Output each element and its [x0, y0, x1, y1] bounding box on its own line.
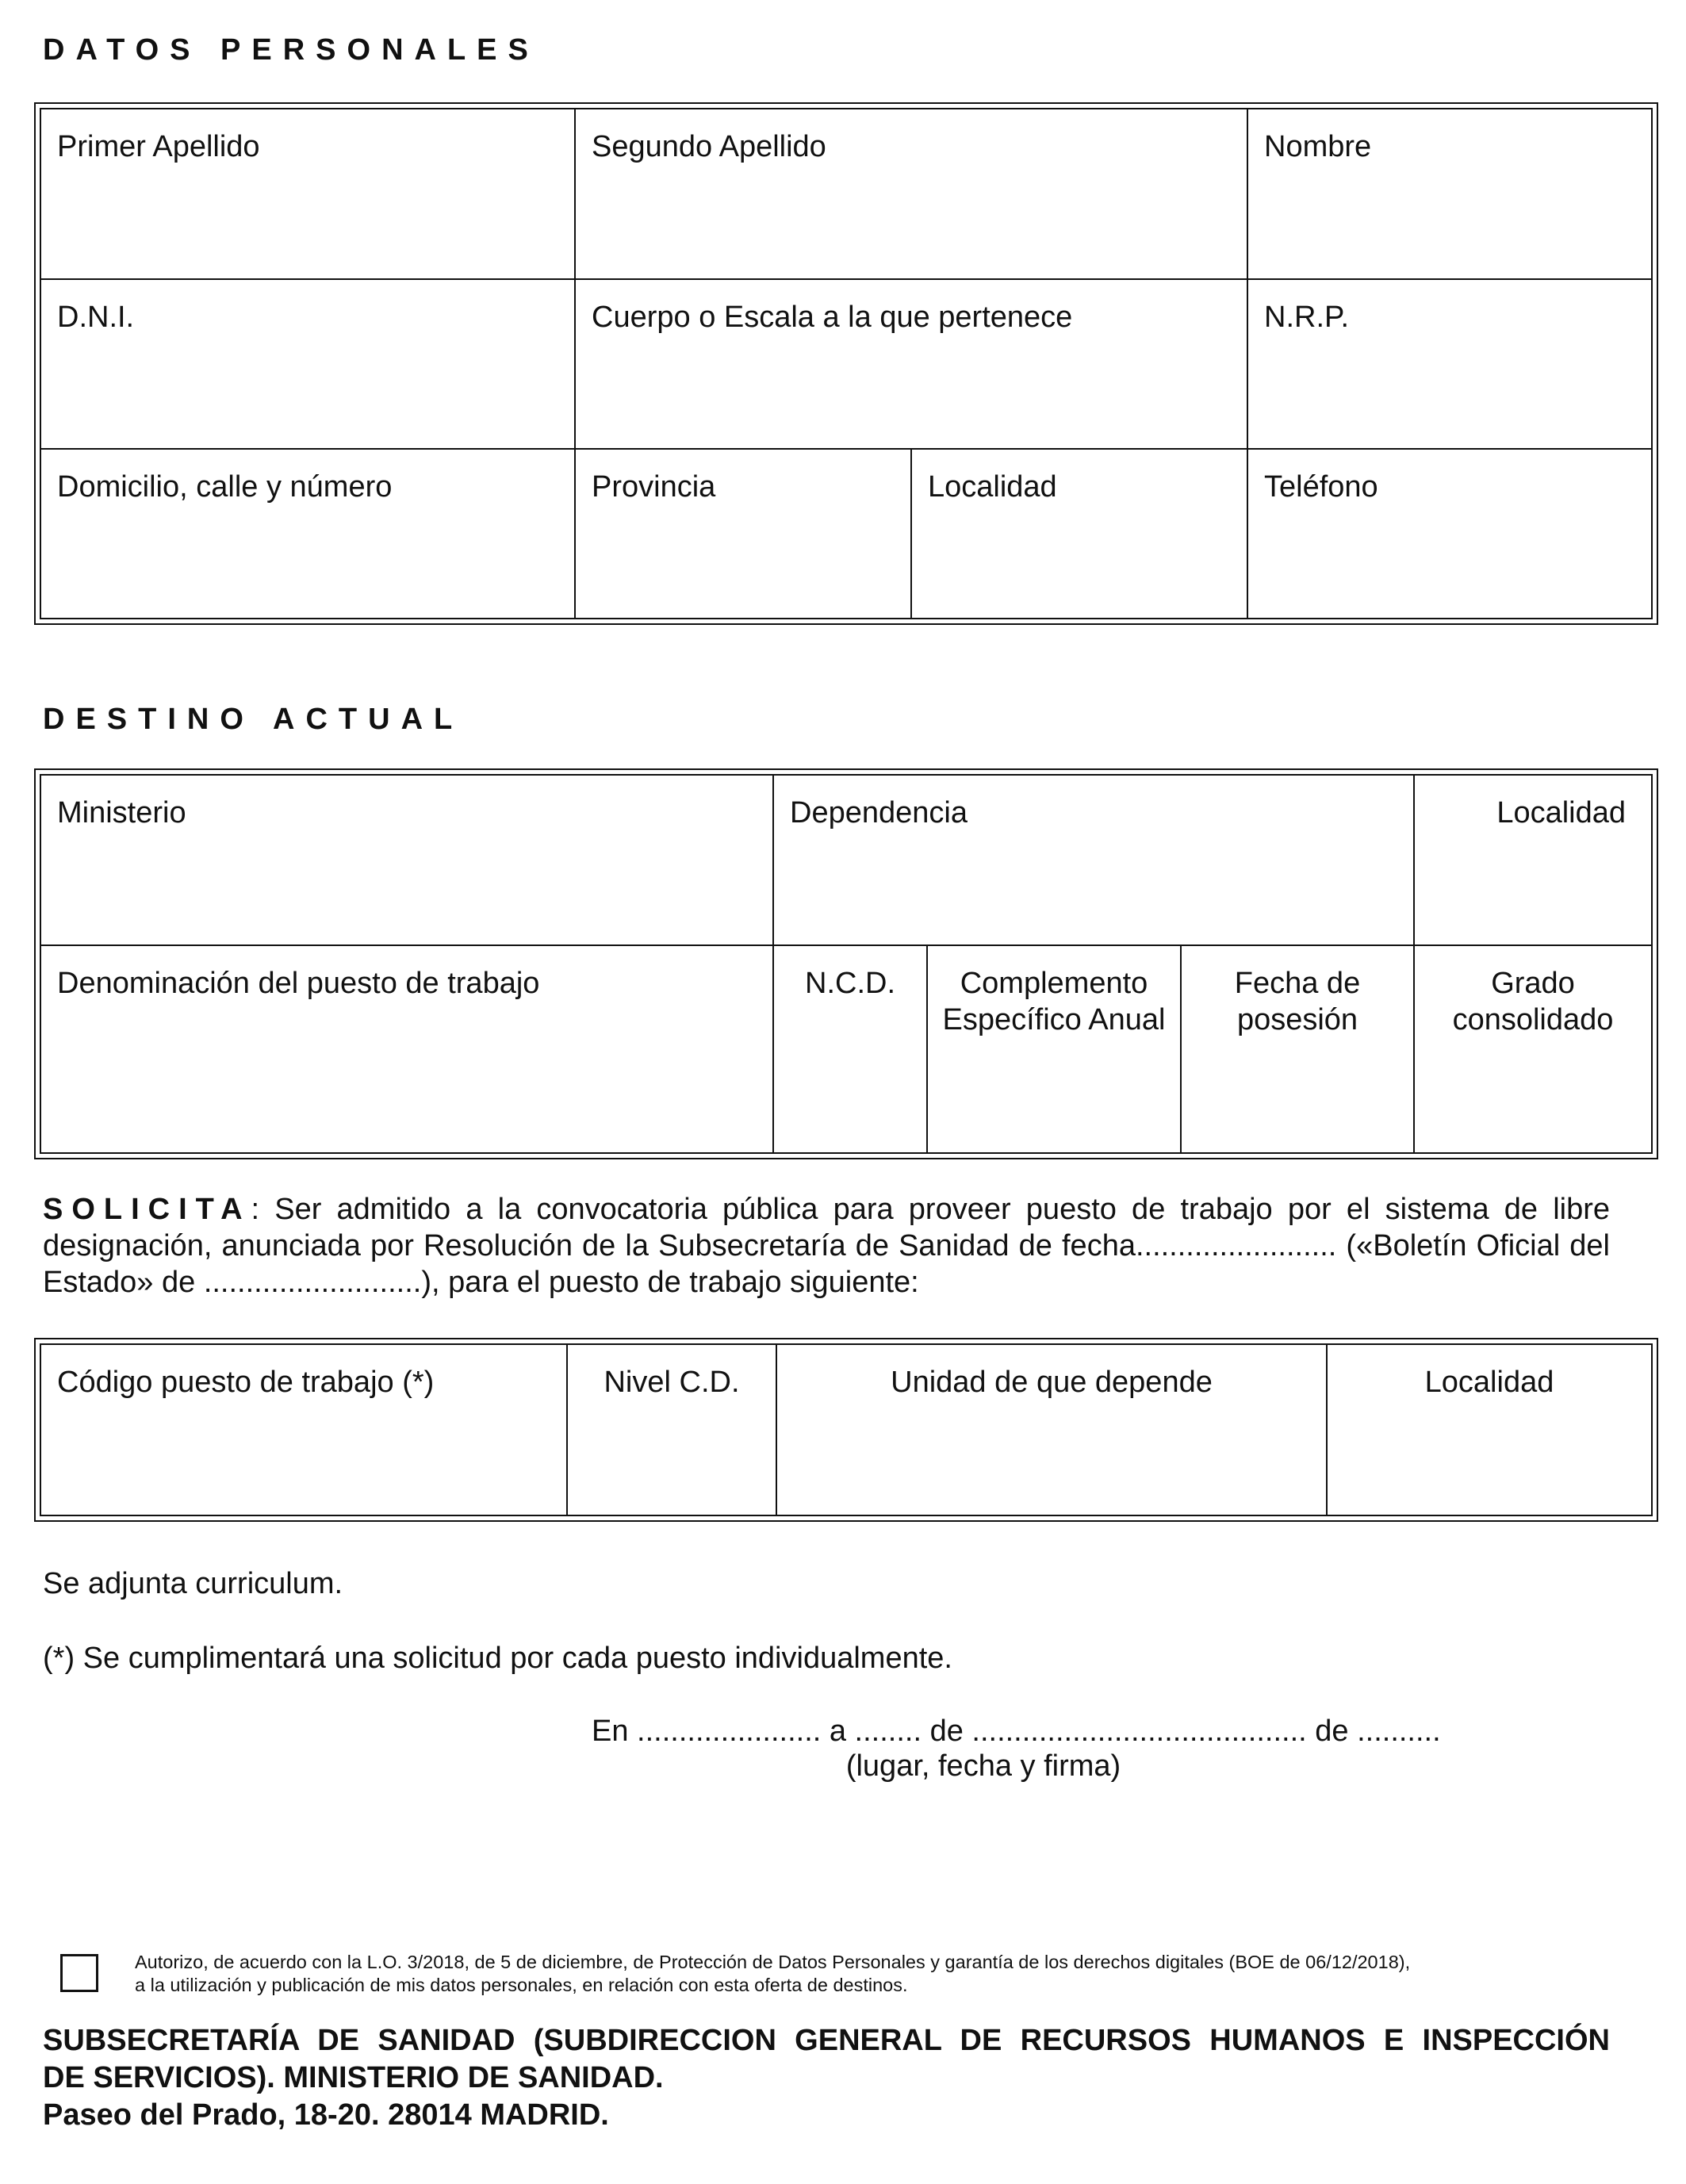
localidad-field[interactable]: Localidad [911, 449, 1247, 619]
footer-line-1: SUBSECRETARÍA DE SANIDAD (SUBDIRECCION GENERAL DE RECURSOS HUMANOS E INSPECCIÓN [43, 2024, 1610, 2057]
solicita-text: : Ser admitido a la convocatoria pública para proveer puesto de trabajo por el sistema de libre designación, anunciada por Resolución de la Subsecretaría de Sanidad de fecha........................ («Boletín Oficial del Estado» de ..........................), para el puesto de trabajo siguiente: [43, 1193, 1610, 1299]
destino-actual-table [40, 774, 1653, 1154]
footer-line-3: Paseo del Prado, 18-20. 28014 MADRID. [43, 2098, 609, 2132]
codigo-puesto-field[interactable]: Código puesto de trabajo (*) [40, 1344, 567, 1515]
domicilio-field[interactable]: Domicilio, calle y número [40, 449, 575, 619]
nombre-field[interactable]: Nombre [1247, 109, 1652, 279]
grado-consolidado-field[interactable]: Grado consolidado [1414, 945, 1652, 1153]
ministerio-field[interactable]: Ministerio [40, 775, 773, 945]
fecha-posesion-field[interactable]: Fecha de posesión [1181, 945, 1414, 1153]
primer-apellido-field[interactable]: Primer Apellido [40, 109, 575, 279]
puesto-solicitado-table [40, 1343, 1653, 1516]
telefono-field[interactable]: Teléfono [1247, 449, 1652, 619]
complemento-especifico-field[interactable]: Complemento Específico Anual [927, 945, 1181, 1153]
asterisk-note: (*) Se cumplimentará una solicitud por cada puesto individualmente. [43, 1642, 952, 1675]
ncd-field[interactable]: N.C.D. [773, 945, 927, 1153]
solicita-label: SOLICITA [43, 1193, 251, 1226]
segundo-apellido-field[interactable]: Segundo Apellido [575, 109, 1247, 279]
cuerpo-escala-field[interactable]: Cuerpo o Escala a la que pertenece [575, 279, 1247, 449]
nivel-cd-field[interactable]: Nivel C.D. [567, 1344, 776, 1515]
provincia-field[interactable]: Provincia [575, 449, 911, 619]
destino-localidad-field[interactable]: Localidad [1414, 775, 1652, 945]
nrp-field[interactable]: N.R.P. [1247, 279, 1652, 449]
curriculum-note: Se adjunta curriculum. [43, 1567, 343, 1600]
footer-line-2: DE SERVICIOS). MINISTERIO DE SANIDAD. [43, 2061, 664, 2094]
unidad-depende-field[interactable]: Unidad de que depende [776, 1344, 1327, 1515]
section-title-destino-actual: DESTINO ACTUAL [43, 703, 464, 736]
consent-checkbox[interactable] [60, 1954, 98, 1992]
datos-personales-table [40, 108, 1653, 619]
puesto-localidad-field[interactable]: Localidad [1327, 1344, 1652, 1515]
section-title-datos-personales: DATOS PERSONALES [43, 33, 539, 67]
signature-caption: (lugar, fecha y firma) [845, 1749, 1121, 1783]
dni-field[interactable]: D.N.I. [40, 279, 575, 449]
solicita-paragraph [43, 1191, 1610, 1301]
dependencia-field[interactable]: Dependencia [773, 775, 1414, 945]
denominacion-puesto-field[interactable]: Denominación del puesto de trabajo [40, 945, 773, 1153]
consent-text: Autorizo, de acuerdo con la L.O. 3/2018, de 5 de diciembre, de Protección de Datos Personales y garantía de los derechos digitales (BOE de 06/12/2018), a la utilización y publicación de mis datos personales, en relación con esta oferta de destinos. [135, 1952, 1411, 1995]
footer-address [43, 2022, 1610, 2134]
signature-line[interactable]: En ...................... a ........ de ........................................ de .......... [592, 1715, 1441, 1748]
